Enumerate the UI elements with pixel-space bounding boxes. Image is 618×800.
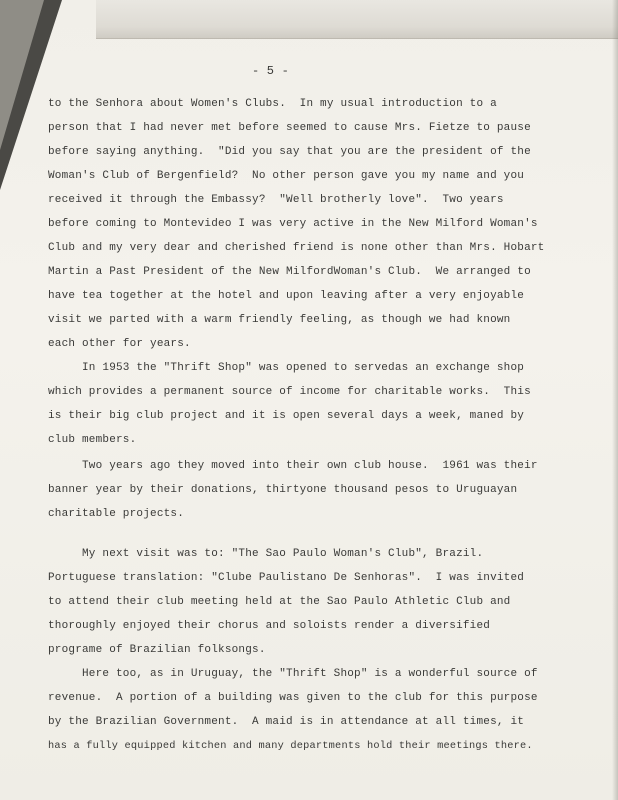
text-line: which provides a permanent source of income for charitable works. This — [48, 386, 531, 398]
text-line: Two years ago they moved into their own club house. 1961 was their — [48, 460, 538, 472]
text-line: to the Senhora about Women's Clubs. In my usual introduction to a — [48, 98, 497, 110]
text-line: person that I had never met before seemed to cause Mrs. Fietze to pause — [48, 122, 531, 134]
text-line: revenue. A portion of a building was given to the club for this purpose — [48, 692, 538, 704]
text-line: thoroughly enjoyed their chorus and soloists render a diversified — [48, 620, 491, 632]
text-line: is their big club project and it is open several days a week, maned by — [48, 410, 525, 422]
text-line: Portuguese translation: "Clube Paulistano De Senhoras". I was invited — [48, 572, 525, 584]
text-line: Woman's Club of Bergenfield? No other person gave you my name and you — [48, 170, 525, 182]
page-number: - 5 - — [252, 64, 290, 78]
text-line: visit we parted with a warm friendly feeling, as though we had known — [48, 314, 511, 326]
torn-top-edge — [96, 0, 618, 39]
text-line: received it through the Embassy? "Well brotherly love". Two years — [48, 194, 504, 206]
curled-corner-fold — [0, 0, 44, 150]
text-line: charitable projects. — [48, 508, 185, 520]
text-line: before coming to Montevideo I was very active in the New Milford Woman's — [48, 218, 538, 230]
right-page-edge — [612, 0, 618, 800]
text-line: My next visit was to: "The Sao Paulo Woman's Club", Brazil. — [48, 548, 484, 560]
text-line: club members. — [48, 434, 137, 446]
text-line: has a fully equipped kitchen and many departments hold their meetings there. — [48, 740, 533, 752]
text-line: In 1953 the "Thrift Shop" was opened to servedas an exchange shop — [48, 362, 525, 374]
text-line: programe of Brazilian folksongs. — [48, 644, 266, 656]
text-line: before saying anything. "Did you say that you are the president of the — [48, 146, 531, 158]
text-line: to attend their club meeting held at the Sao Paulo Athletic Club and — [48, 596, 511, 608]
text-line: Martin a Past President of the New MilfordWoman's Club. We arranged to — [48, 266, 531, 278]
text-line: by the Brazilian Government. A maid is in attendance at all times, it — [48, 716, 525, 728]
text-line: Here too, as in Uruguay, the "Thrift Shop" is a wonderful source of — [48, 668, 538, 680]
text-line: banner year by their donations, thirtyone thousand pesos to Uruguayan — [48, 484, 518, 496]
text-line: each other for years. — [48, 338, 191, 350]
text-line: have tea together at the hotel and upon leaving after a very enjoyable — [48, 290, 525, 302]
text-line: Club and my very dear and cherished friend is none other than Mrs. Hobart — [48, 242, 545, 254]
